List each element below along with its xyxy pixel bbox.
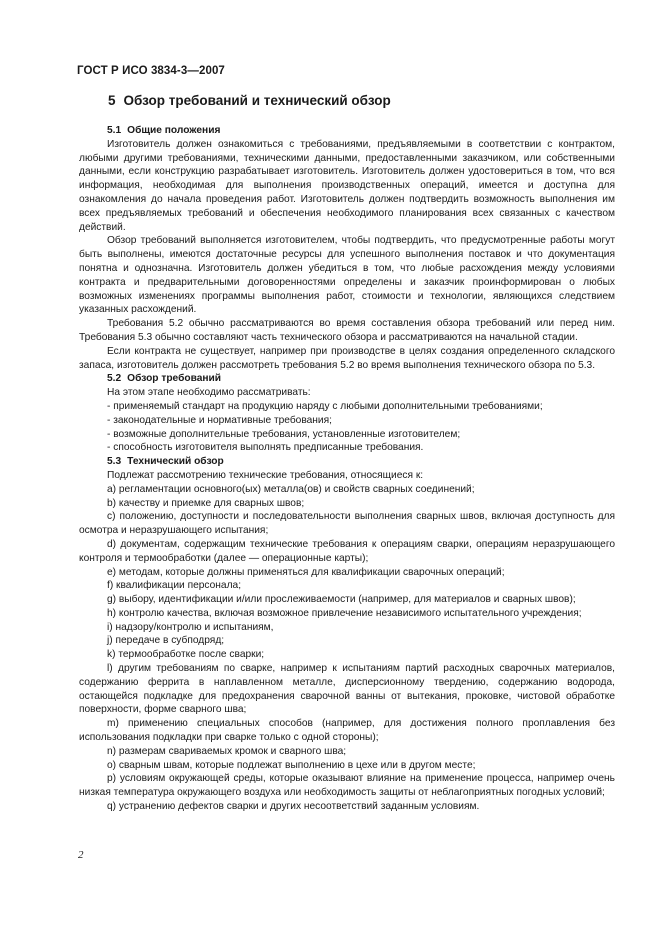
subsection-title: Общие положения bbox=[127, 125, 221, 136]
list-item: h) контролю качества, включая возможное привлечение независимого испытательного учреждения; bbox=[107, 607, 582, 619]
list-item: l) другим требованиям по сварке, например к испытаниям партий расходных сварочных материалов, содержанию феррита в наплавленном металле, дисперсионному твердению, содержанию водорода, остающейся подкладке для предохранения сварочной ванны от вытекания, проковке, чистовой обработке поверхности, форме сварного шва; bbox=[79, 663, 615, 716]
paragraph: Если контракта не существует, например при производстве в целях создания определенного складского запаса, изготовитель должен рассмотреть требования 5.2 во время выполнения технического обзора по 5.3. bbox=[79, 345, 615, 371]
document-header: ГОСТ Р ИСО 3834-3—2007 bbox=[77, 65, 225, 77]
list-item: c) положению, доступности и последовательности выполнения сварных швов, включая доступность для осмотра и неразрушающего испытания; bbox=[79, 511, 615, 537]
section-number: 5 bbox=[108, 93, 116, 108]
list-item: g) выбору, идентификации и/или прослеживаемости (например, для материалов и сварных швов); bbox=[107, 594, 576, 606]
page-number: 2 bbox=[78, 849, 84, 861]
paragraph: Обзор требований выполняется изготовителем, чтобы подтвердить, что предусмотренные работы могут быть выполнены, имеются достаточные ресурсы для успешного выполнения поставок и что документация понятна и однозначна. Изготовитель должен убедиться в том, что любые расхождения между условиями контракта и предварительными договоренностями определены и заказчик проинформирован о любых возможных изменениях программы выполнения работ, стоимости и технологии, являющихся следствием указанных расхождений. bbox=[79, 235, 615, 316]
list-item: - возможные дополнительные требования, установленные изготовителем; bbox=[107, 428, 461, 440]
list-item: m) применению специальных способов (например, для достижения полного проплавления без использования подкладки при сварке только с одной стороны); bbox=[79, 718, 615, 744]
subsection-number: 5.3 bbox=[107, 456, 122, 468]
list-item: - законодательные и нормативные требования; bbox=[107, 414, 332, 426]
list-item: i) надзору/контролю и испытаниям, bbox=[107, 621, 274, 633]
paragraph: Требования 5.2 обычно рассматриваются во время составления обзора требований или перед ним. Требования 5.3 обычно составляют часть технического обзора и рассматриваются на начальной стадии. bbox=[79, 318, 615, 343]
list-item: f) квалификации персонала; bbox=[107, 580, 242, 592]
list-item: j) передаче в субподряд; bbox=[107, 635, 225, 647]
section-heading: Обзор требований и технический обзор bbox=[123, 93, 391, 108]
list-item: n) размерам свариваемых кромок и сварного шва; bbox=[107, 745, 347, 757]
subsection-number: 5.2 bbox=[107, 373, 122, 385]
list-intro: На этом этапе необходимо рассматривать: bbox=[107, 387, 311, 399]
list-item: k) термообработке после сварки; bbox=[107, 649, 265, 661]
list-item: - применяемый стандарт на продукцию наряду с любыми дополнительными требованиями; bbox=[107, 400, 543, 412]
list-item: p) условиям окружающей среды, которые оказывают влияние на применение процесса, например очень низкая температура окружающего воздуха или необходимость защиты от неблагоприятных погодных условий; bbox=[79, 773, 615, 799]
list-item: o) сварным швам, которые подлежат выполнению в цехе или в другом месте; bbox=[107, 759, 476, 771]
subsection-title: Обзор требований bbox=[127, 373, 222, 385]
subsection-heading-5-1 bbox=[79, 124, 615, 138]
list-intro: Подлежат рассмотрению технические требования, относящиеся к: bbox=[107, 469, 424, 481]
subsection-heading-5-3 bbox=[79, 455, 615, 469]
paragraph: Изготовитель должен ознакомиться с требованиями, предъявляемыми в соответствии с контрактом, любыми другими требованиями, техническими данными, предоставленными заказчиком, или собственными данными, если конструкцию разрабатывает изготовитель. Изготовитель должен удостовериться в том, что вся информация, необходимая для выполнения производственных операций, имеется и доступна для ознакомления до начала проведения работ. Изготовитель должен подтвердить возможность выполнения им всех предъявляемых требований и обеспечения необходимого планирования всех связанных с качеством действий. bbox=[79, 138, 615, 233]
list-item: b) качеству и приемке для сварных швов; bbox=[107, 497, 305, 509]
subsection-number: 5.1 bbox=[107, 125, 122, 136]
section-title bbox=[108, 93, 391, 108]
list-item: - способность изготовителя выполнять предписанные требования. bbox=[107, 442, 424, 454]
list-item: e) методам, которые должны применяться для квалификации сварочных операций; bbox=[107, 566, 505, 578]
document-body bbox=[79, 124, 615, 814]
list-item: q) устранению дефектов сварки и других несоответствий заданным условиям. bbox=[107, 801, 480, 813]
list-item: d) документам, содержащим технические требования к операциям сварки, операциям неразрушающего контроля и термообработки (далее — операционные карты); bbox=[79, 538, 615, 564]
subsection-title: Технический обзор bbox=[127, 456, 224, 468]
list-item: a) регламентации основного(ых) металла(ов) и свойств сварных соединений; bbox=[107, 483, 475, 495]
subsection-heading-5-2 bbox=[79, 372, 615, 386]
